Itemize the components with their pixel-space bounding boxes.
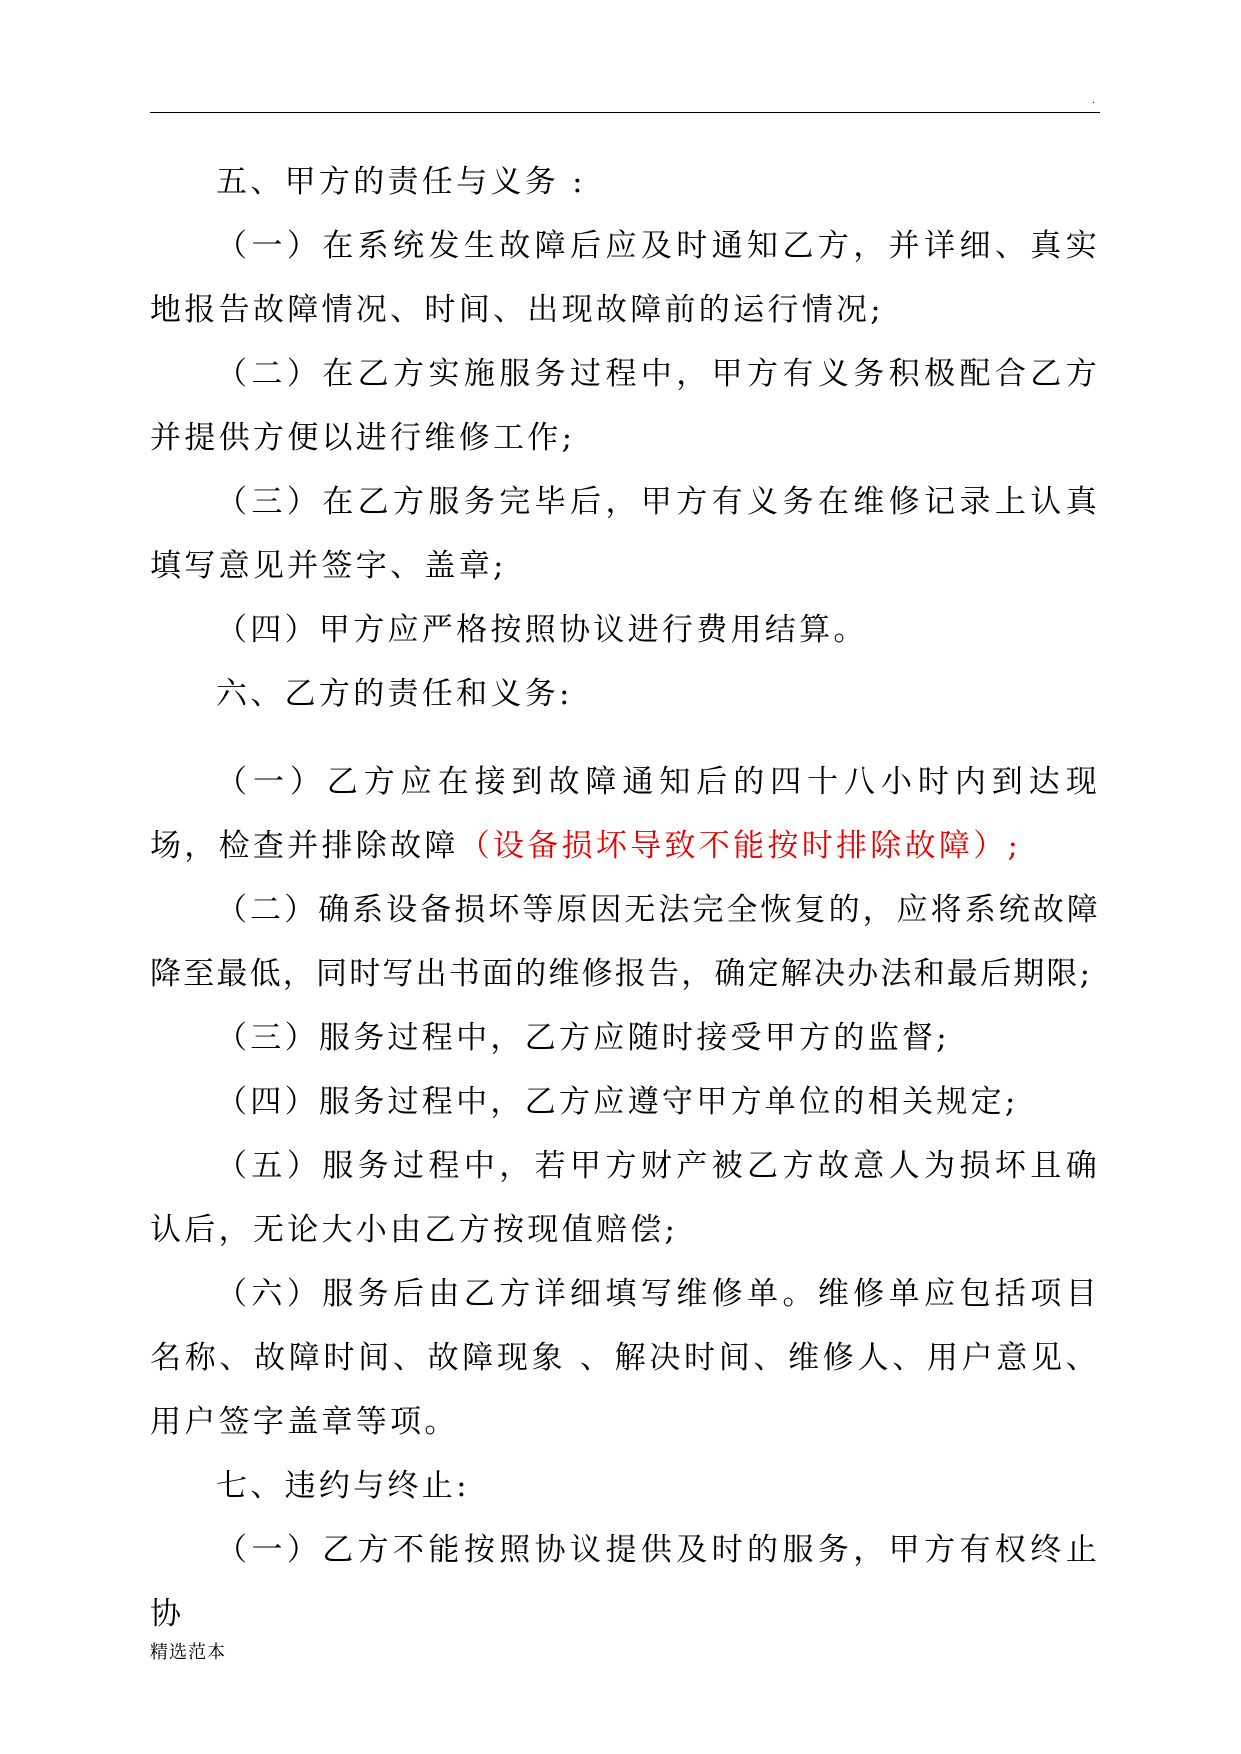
- section-6-item-6: （六）服务后由乙方详细填写维修单。维修单应包括项目名称、故障时间、故障现象 、解决时间、维修人、用户意见、用户签字盖章等项。: [150, 1276, 1100, 1440]
- section-6-item-2: （二）确系设备损坏等原因无法完全恢复的，应将系统故障降至最低，同时写出书面的维修报告，确定解决办法和最后期限;: [150, 892, 1100, 992]
- section-5-item-3: （三）在乙方服务完毕后，甲方有义务在维修记录上认真填写意见并签字、盖章;: [150, 484, 1100, 584]
- section-5-item-1: （一）在系统发生故障后应及时通知乙方，并详细、真实地报告故障情况、时间、出现故障前的运行情况;: [150, 228, 1100, 328]
- section-6-item-3: （三）服务过程中，乙方应随时接受甲方的监督;: [216, 1020, 951, 1056]
- header-marker: .: [1092, 95, 1096, 106]
- section-5-item-2: （二）在乙方实施服务过程中，甲方有义务积极配合乙方并提供方便以进行维修工作;: [150, 356, 1100, 456]
- section-heading-6: 六、乙方的责任和义务:: [216, 676, 573, 712]
- section-6-item-1-highlight: （设备损坏导致不能按时排除故障）;: [458, 828, 1022, 864]
- section-6-item-5: （五）服务过程中，若甲方财产被乙方故意人为损坏且确认后，无论大小由乙方按现值赔偿;: [150, 1148, 1100, 1248]
- section-heading-7: 七、违约与终止:: [216, 1468, 470, 1504]
- footer-label: 精选范本: [150, 1642, 226, 1663]
- section-6-item-4: （四）服务过程中，乙方应遵守甲方单位的相关规定;: [216, 1084, 1019, 1120]
- document-body: [150, 150, 1100, 1646]
- section-6-item-1: [150, 750, 1100, 878]
- section-5-item-4: （四）甲方应严格按照协议进行费用结算。: [216, 612, 868, 648]
- paragraph-gap: [150, 726, 1100, 750]
- section-7-item-1: （一）乙方不能按照协议提供及时的服务，甲方有权终止协: [150, 1532, 1100, 1632]
- section-heading-5: 五、甲方的责任与义务 :: [216, 164, 586, 200]
- section-6-item-1-text: （一）乙方应在接到故障通知后的四十八小时内到达现场，检查并排除故障: [150, 764, 1100, 864]
- header-rule: [150, 112, 1100, 113]
